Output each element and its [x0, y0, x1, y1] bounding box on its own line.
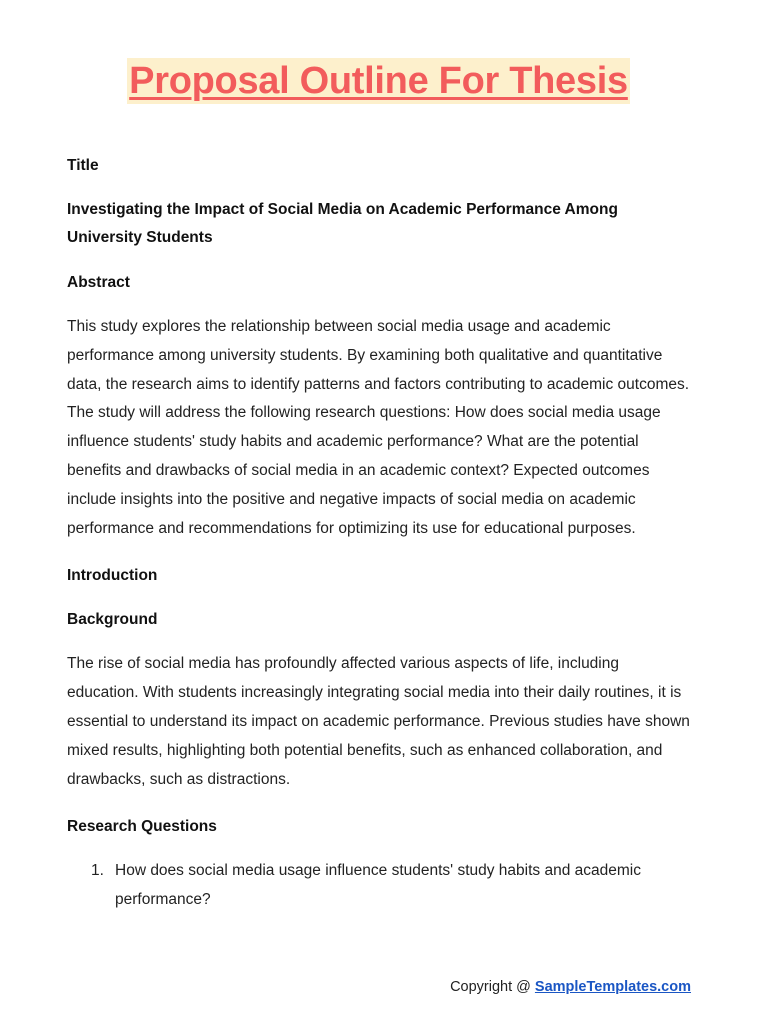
research-questions-list [67, 857, 692, 915]
background-paragraph: The rise of social media has profoundly affected various aspects of life, including education. With students increasingly integrating social media into their daily routines, it is essential to understand its impact on academic performance. Previous studies have shown mixed results, highlighting both potential benefits, such as enhanced collaboration, and drawbacks, such as distractions. [67, 655, 690, 788]
document-body [67, 152, 692, 915]
list-item [67, 857, 692, 915]
abstract-paragraph: This study explores the relationship between social media usage and academic performance among university students. By examining both qualitative and quantitative data, the research aims to identify patterns and factors contributing to academic outcomes. The study will address the following research questions: How does social media usage influence students' study habits and academic performance? What are the potential benefits and drawbacks of social media in an academic context? Expected outcomes include insights into the positive and negative impacts of social media on academic performance and recommendations for optimizing its use for educational purposes. [67, 318, 690, 537]
abstract-heading: Abstract [67, 274, 130, 291]
sample-templates-link[interactable]: SampleTemplates.com [534, 979, 691, 995]
list-item-text: How does social media usage influence students' study habits and academic performance? [115, 862, 641, 909]
list-item-number: 1. [91, 862, 104, 880]
document-title: Proposal Outline For Thesis [129, 60, 628, 102]
copyright-label: Copyright @ [450, 979, 535, 995]
title-container [0, 58, 757, 104]
introduction-heading: Introduction [67, 567, 158, 585]
title-heading: Title [67, 157, 99, 174]
thesis-title-text: Investigating the Impact of Social Media on Academic Performance Among University Students [67, 201, 618, 246]
footer-copyright [450, 979, 691, 995]
research-questions-heading: Research Questions [67, 818, 217, 836]
background-heading: Background [67, 611, 158, 629]
